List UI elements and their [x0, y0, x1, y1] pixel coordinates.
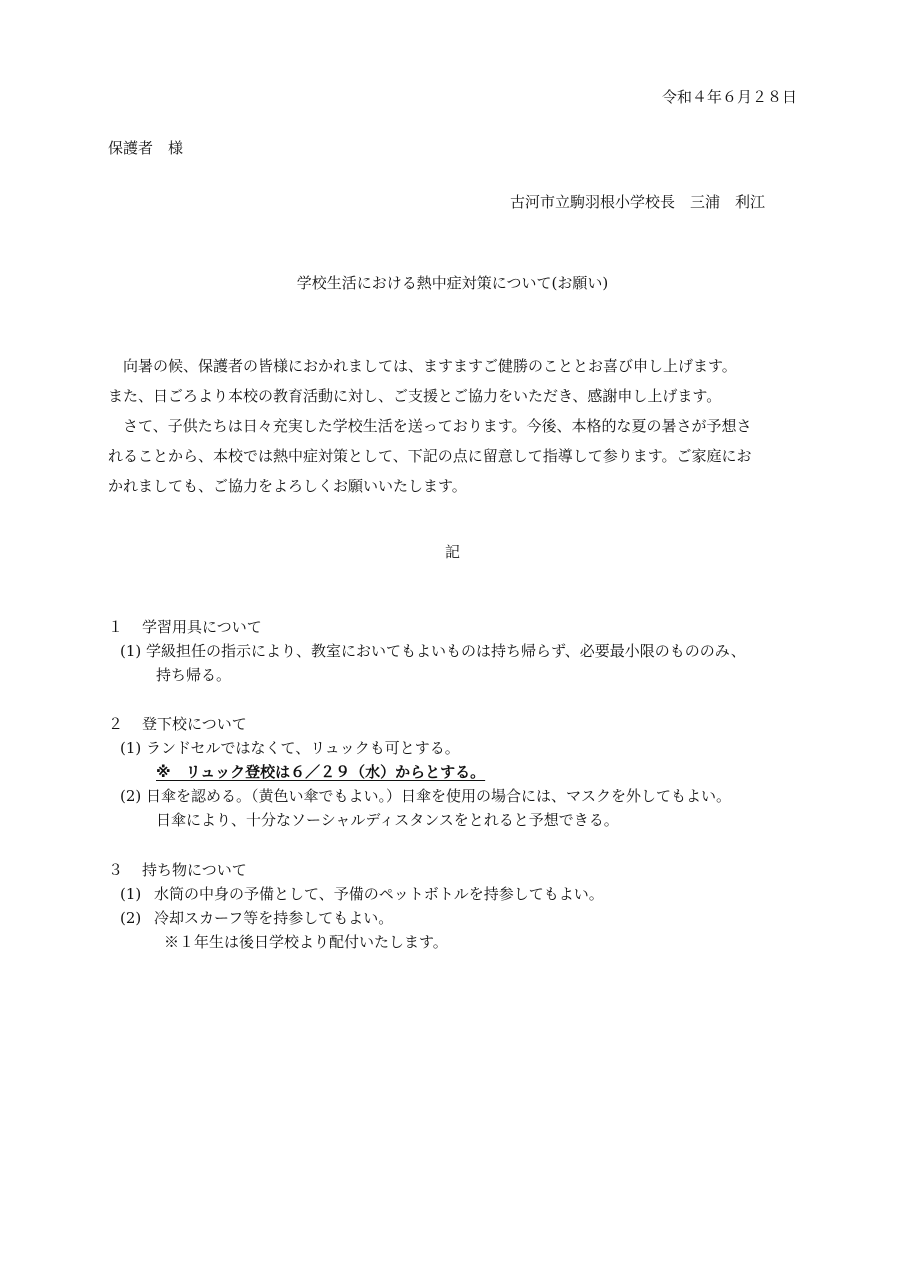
item-text: 日傘を認める。（黄色い傘でもよい。）日傘を使用の場合には、マスクを外してもよい。 — [146, 787, 732, 805]
list-item — [108, 931, 604, 955]
item-text: 冷却スカーフ等を持参してもよい。 — [154, 909, 394, 927]
item-number: (1) — [120, 885, 142, 903]
body-line: れることから、本校では熱中症対策として、下記の点に留意して指導して参ります。ご家庭にお — [108, 447, 752, 465]
list-item — [108, 640, 746, 664]
list-item — [108, 809, 731, 833]
notice-text: ※ リュック登校は６／２９（水）からとする。 — [156, 763, 486, 781]
item-text: ※１年生は後日学校より配付いたします。 — [164, 933, 448, 951]
item-text: 日傘により、十分なソーシャルディスタンスをとれると予想できる。 — [156, 811, 619, 829]
item-text: 学級担任の指示により、教室においてもよいものは持ち帰らず、必要最小限のもののみ、 — [146, 642, 746, 660]
item-number: (2) — [120, 909, 142, 927]
list-item — [108, 737, 731, 761]
list-item — [108, 785, 731, 809]
section-belongings — [108, 859, 604, 955]
item-text: 水筒の中身の予備として、予備のペットボトルを持参してもよい。 — [154, 885, 604, 903]
section-number: ３ — [108, 861, 124, 879]
section-number: ２ — [108, 715, 124, 733]
section-heading: 学習用具について — [142, 618, 262, 636]
section-study-supplies — [108, 616, 746, 688]
list-item — [108, 907, 604, 931]
body-line: 向暑の候、保護者の皆様におかれましては、ますますご健勝のこととお喜び申し上げます。 — [108, 357, 737, 375]
list-item — [108, 883, 604, 907]
item-number: (1) — [120, 642, 142, 660]
item-text: 持ち帰る。 — [156, 666, 232, 684]
section-commute — [108, 713, 731, 833]
body-line: また、日ごろより本校の教育活動に対し、ご支援とご協力をいただき、感謝申し上げます。 — [108, 387, 722, 405]
body-line: かれましても、ご協力をよろしくお願いいたします。 — [108, 477, 467, 495]
ki-heading: 記 — [444, 543, 460, 561]
body-paragraph — [108, 351, 800, 501]
list-item — [108, 664, 746, 688]
section-heading: 登下校について — [142, 715, 247, 733]
addressee: 保護者 様 — [108, 139, 184, 157]
body-line: さて、子供たちは日々充実した学校生活を送っております。今後、本格的な夏の暑さが予想さ — [108, 417, 752, 435]
item-number: (1) — [120, 739, 142, 757]
item-number: (2) — [120, 787, 142, 805]
section-title — [108, 616, 746, 640]
document-date: 令和４年６月２８日 — [661, 88, 797, 106]
section-title — [108, 713, 731, 737]
document-title: 学校生活における熱中症対策について(お願い) — [296, 274, 609, 292]
sender: 古河市立駒羽根小学校長 三浦 利江 — [509, 193, 765, 211]
item-text: ランドセルではなくて、リュックも可とする。 — [146, 739, 460, 757]
section-title — [108, 859, 604, 883]
section-heading: 持ち物について — [142, 861, 247, 879]
list-item — [108, 761, 731, 785]
section-number: １ — [108, 618, 124, 636]
